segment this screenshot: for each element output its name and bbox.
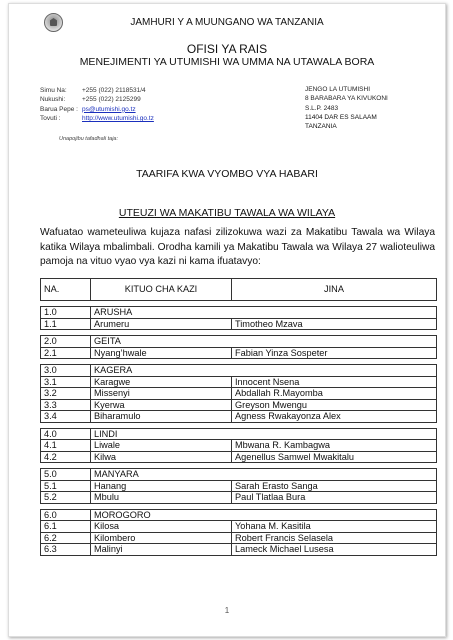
row-number: 3.1 <box>41 376 91 388</box>
region-name: KAGERA <box>91 365 437 377</box>
table-row <box>41 376 437 388</box>
appointment-title: UTEUZI WA MAKATIBU TAWALA WA WILAYA <box>118 207 336 219</box>
row-number: 5.2 <box>41 492 91 504</box>
row-name: Sarah Erasto Sanga <box>232 480 437 492</box>
row-number: 6.2 <box>41 532 91 544</box>
header-kituo: KITUO CHA KAZI <box>91 279 232 301</box>
region-number: 6.0 <box>41 509 91 521</box>
region-row <box>41 365 437 377</box>
row-name: Yohana M. Kasitila <box>232 521 437 533</box>
region-number: 4.0 <box>41 428 91 440</box>
row-name: Innocent Nsena <box>232 376 437 388</box>
row-name: Agness Rwakayonza Alex <box>232 411 437 423</box>
table-row <box>41 388 437 400</box>
row-name: Timotheo Mzava <box>232 318 437 330</box>
row-name: Fabian Yinza Sospeter <box>232 347 437 359</box>
region-name: MANYARA <box>91 469 437 481</box>
row-station: Nyang’hwale <box>91 347 232 359</box>
row-station: Biharamulo <box>91 411 232 423</box>
table-row <box>41 318 437 330</box>
region-number: 1.0 <box>41 307 91 319</box>
address-line-2: 8 BARABARA YA KIVUKONI <box>305 95 388 103</box>
row-station: Malinyi <box>91 544 232 556</box>
row-number: 4.2 <box>41 451 91 463</box>
address-line-1: JENGO LA UTUMISHI <box>305 86 371 93</box>
row-station: Kilwa <box>91 451 232 463</box>
table-row <box>41 451 437 463</box>
postal-address <box>305 85 388 131</box>
address-line-5: TANZANIA <box>305 123 337 131</box>
region-name: GEITA <box>91 336 437 348</box>
region-name: ARUSHA <box>91 307 437 319</box>
address-line-4: 11404 DAR ES SALAAM <box>305 113 377 121</box>
website-label: Tovuti : <box>40 114 61 122</box>
region-row <box>41 509 437 521</box>
row-number: 2.1 <box>41 347 91 359</box>
region-number: 5.0 <box>41 469 91 481</box>
header-na: NA. <box>41 279 91 301</box>
region-row <box>41 307 437 319</box>
region-number: 2.0 <box>41 336 91 348</box>
table-row <box>41 521 437 533</box>
address-line-3: S.L.P. 2483 <box>305 104 339 112</box>
email-link[interactable]: ps@utumishi.go.tz <box>82 105 136 113</box>
region-row <box>41 469 437 481</box>
row-name: Lameck Michael Lusesa <box>232 544 437 556</box>
table-row <box>41 399 437 411</box>
ministry-heading: MENEJIMENTI YA UTUMISHI WA UMMA NA UTAWALA BORA <box>79 56 375 68</box>
row-number: 6.3 <box>41 544 91 556</box>
row-number: 3.2 <box>41 388 91 400</box>
row-station: Kyerwa <box>91 399 232 411</box>
reference-note: Unapojibu tafadhali taja: <box>59 136 119 142</box>
document-page <box>8 3 446 637</box>
row-station: Karagwe <box>91 376 232 388</box>
table-row <box>41 532 437 544</box>
row-number: 3.4 <box>41 411 91 423</box>
row-name: Abdallah R.Mayomba <box>232 388 437 400</box>
row-name: Agenellus Samwel Mwakitalu <box>232 451 437 463</box>
table-row <box>41 492 437 504</box>
row-number: 3.3 <box>41 399 91 411</box>
page-number: 1 <box>224 606 230 615</box>
row-station: Mbulu <box>91 492 232 504</box>
appointments-table <box>40 278 437 556</box>
table-row <box>41 544 437 556</box>
row-station: Kilombero <box>91 532 232 544</box>
phone-value: +255 (022) 2118531/4 <box>82 87 146 94</box>
email-label: Barua Pepe : <box>40 105 78 113</box>
region-row <box>41 428 437 440</box>
table-header-row <box>41 279 437 301</box>
phone-label: Simu Na: <box>40 87 67 94</box>
row-name: Robert Francis Selasela <box>232 532 437 544</box>
row-number: 1.1 <box>41 318 91 330</box>
row-station: Kilosa <box>91 521 232 533</box>
fax-value: +255 (022) 2125299 <box>82 96 141 104</box>
table-row <box>41 347 437 359</box>
region-name: LINDI <box>91 428 437 440</box>
republic-heading: JAMHURI Y A MUUNGANO WA TANZANIA <box>130 17 324 28</box>
row-name: Greyson Mwengu <box>232 399 437 411</box>
row-station: Arumeru <box>91 318 232 330</box>
intro-paragraph: Wafuatao wameteuliwa kujaza nafasi zilizokuwa wazi za Makatibu Tawala wa Wilaya katika Wilaya mbalimbali. Orodha kamili ya Makatibu Tawala wa Wilaya 27 walioteuliwa pamoja na vituo vyao vya kazi ni kama ifuatavyo: <box>40 227 435 267</box>
office-heading: OFISI YA RAIS <box>186 42 268 56</box>
row-station: Hanang <box>91 480 232 492</box>
table-row <box>41 480 437 492</box>
region-name: MOROGORO <box>91 509 437 521</box>
header-jina: JINA <box>232 279 437 301</box>
table-row <box>41 411 437 423</box>
row-station: Liwale <box>91 440 232 452</box>
table-row <box>41 440 437 452</box>
region-number: 3.0 <box>41 365 91 377</box>
fax-label: Nukushi: <box>40 96 66 104</box>
row-number: 6.1 <box>41 521 91 533</box>
website-link[interactable]: http://www.utumishi.go.tz <box>82 114 154 122</box>
region-row <box>41 336 437 348</box>
row-station: Missenyi <box>91 388 232 400</box>
row-number: 5.1 <box>41 480 91 492</box>
row-number: 4.1 <box>41 440 91 452</box>
contact-block <box>40 86 154 123</box>
press-release-title: TAARIFA KWA VYOMBO VYA HABARI <box>136 168 318 180</box>
row-name: Mbwana R. Kambagwa <box>232 440 437 452</box>
row-name: Paul Tlatlaa Bura <box>232 492 437 504</box>
